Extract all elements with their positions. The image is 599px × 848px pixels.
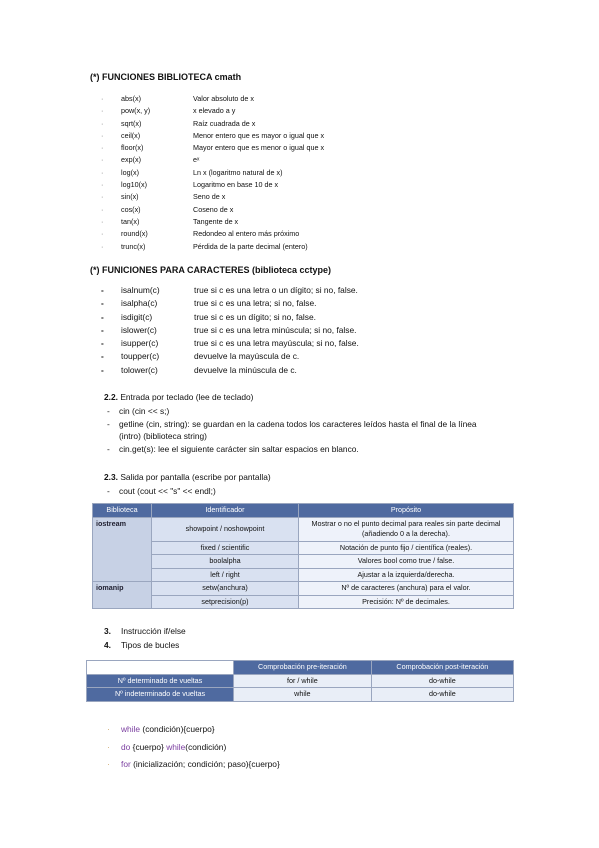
table-row — [93, 541, 514, 555]
function-description: true si c es una letra minúscula; si no, false. — [194, 324, 357, 335]
function-name: tan(x) — [121, 216, 140, 226]
function-description: devuelve la minúscula de c. — [194, 364, 297, 375]
table-cell: iomanip — [93, 582, 152, 609]
function-description: Raíz cuadrada de x — [193, 118, 256, 128]
list-item — [101, 179, 324, 191]
function-description: x elevado a y — [193, 106, 236, 116]
function-name: isdigit(c) — [121, 311, 153, 322]
bullet: · — [101, 130, 104, 140]
list-item — [101, 204, 324, 216]
list-item: - cin.get(s): lee el siguiente carácter sin saltar espacios en blanco. — [107, 443, 359, 454]
function-name: log10(x) — [121, 180, 147, 190]
list-item — [101, 228, 324, 240]
cmath-heading: (*) FUNCIONES BIBLIOTECA cmath — [90, 72, 242, 82]
function-description: Redondeo al entero más próximo — [193, 229, 300, 239]
function-description: Coseno de x — [193, 204, 234, 214]
list-item-continuation: (intro) (biblioteca string) — [119, 431, 207, 442]
function-description: Mayor entero que es menor o igual que x — [193, 143, 325, 153]
function-name: toupper(c) — [121, 351, 160, 362]
list-item — [101, 191, 324, 203]
function-name: ceil(x) — [121, 130, 141, 140]
section-3-heading: 3. Instrucción if/else — [104, 626, 186, 636]
function-name: isalnum(c) — [121, 285, 160, 295]
bullet: - — [101, 338, 104, 349]
list-item: · for (inicialización; condición; paso){cuerpo} — [107, 759, 280, 769]
function-description: eˣ — [193, 155, 200, 165]
bullet: - — [101, 324, 104, 335]
table-header-empty — [87, 661, 234, 675]
bullet: · — [101, 143, 104, 153]
table-row — [93, 595, 514, 609]
list-item — [101, 324, 359, 337]
function-description: true si c es un dígito; si no, false. — [194, 311, 316, 322]
table-row — [87, 688, 514, 702]
function-name: exp(x) — [121, 155, 141, 165]
bullet: · — [101, 204, 104, 214]
bullet: · — [101, 192, 104, 202]
list-item — [101, 350, 359, 363]
section-4-heading: 4. Tipos de bucles — [104, 640, 180, 650]
function-description: Valor absoluto de x — [193, 94, 254, 103]
table-cell: Nº de caracteres (anchura) para el valor. — [299, 582, 514, 596]
list-item: - cout (cout << "s" << endl;) — [107, 486, 216, 496]
list-item — [101, 105, 324, 117]
table-header: Comprobación pre-iteración — [234, 661, 372, 675]
function-name: sqrt(x) — [121, 118, 142, 128]
cmath-function-list — [101, 93, 324, 253]
function-description: devuelve la mayúscula de c. — [194, 351, 300, 362]
cctype-heading: (*) FUNICIONES PARA CARACTERES (biblioteca cctype) — [90, 265, 332, 275]
function-description: true si c es una letra; si no, false. — [194, 298, 317, 309]
table-row — [93, 555, 514, 569]
function-name: cos(x) — [121, 204, 141, 214]
bullet: · — [101, 229, 104, 239]
table-header: Identificador — [152, 504, 299, 518]
table-cell: fixed / scientific — [152, 541, 299, 555]
bullet: - — [101, 311, 104, 322]
loop-syntax-list — [107, 721, 280, 774]
table-cell: Nº determinado de vueltas — [87, 674, 234, 688]
list-item — [101, 93, 324, 105]
table-cell: setprecision(p) — [152, 595, 299, 609]
bullet: - — [101, 364, 104, 375]
list-item — [101, 130, 324, 142]
salida-heading — [104, 472, 271, 482]
list-item — [101, 142, 324, 154]
bullet: · — [101, 94, 104, 103]
bullet: · — [101, 155, 104, 165]
bullet: - — [101, 351, 104, 362]
function-name: floor(x) — [121, 143, 144, 153]
loop-types-table — [86, 660, 514, 702]
list-item — [101, 297, 359, 310]
bullet: - — [101, 285, 104, 295]
salida-list — [107, 485, 216, 498]
list-item: · while (condición){cuerpo} — [107, 724, 215, 734]
list-item — [101, 337, 359, 350]
list-item: · do {cuerpo} while(condición) — [107, 741, 227, 752]
table-cell: Notación de punto fijo / científica (reales). — [299, 541, 514, 555]
function-name: isalpha(c) — [121, 298, 158, 309]
list-item — [101, 284, 359, 297]
table-cell: Precisión: Nº de decimales. — [299, 595, 514, 609]
function-name: tolower(c) — [121, 364, 158, 375]
list-item: - cin (cin << s;) — [107, 406, 170, 416]
bullet: · — [101, 241, 104, 251]
table-cell: do-while — [371, 674, 513, 688]
entrada-title: Entrada por teclado (lee de teclado) — [120, 392, 254, 402]
function-name: islower(c) — [121, 324, 157, 335]
bullet: · — [101, 118, 104, 128]
keyword: do — [121, 741, 131, 752]
list-item — [101, 241, 324, 253]
cctype-function-list — [101, 284, 359, 377]
function-description: Seno de x — [193, 192, 226, 202]
entrada-number: 2.2. — [104, 392, 118, 402]
function-description: Menor entero que es mayor o igual que x — [193, 130, 325, 140]
function-description: Tangente de x — [193, 216, 239, 226]
list-item — [101, 311, 359, 324]
table-cell: left / right — [152, 568, 299, 582]
entrada-list — [107, 405, 477, 455]
list-item — [101, 118, 324, 130]
table-header: Biblioteca — [93, 504, 152, 518]
table-cell: while — [234, 688, 372, 702]
function-name: log(x) — [121, 167, 139, 177]
entrada-heading — [104, 392, 253, 402]
bullet: · — [101, 106, 104, 116]
function-description: Ln x (logaritmo natural de x) — [193, 167, 283, 177]
table-cell: Valores bool como true / false. — [299, 555, 514, 569]
table-row — [93, 568, 514, 582]
table-row — [93, 582, 514, 596]
function-description: Logaritmo en base 10 de x — [193, 180, 279, 190]
function-name: trunc(x) — [121, 241, 146, 251]
function-description: true si c es una letra mayúscula; si no, false. — [194, 338, 359, 349]
salida-title: Salida por pantalla (escribe por pantalla) — [120, 472, 271, 482]
keyword: for — [121, 759, 131, 769]
list-item — [101, 216, 324, 228]
table-header-row — [87, 661, 514, 675]
table-cell: setw(anchura) — [152, 582, 299, 596]
function-name: round(x) — [121, 229, 148, 239]
salida-number: 2.3. — [104, 472, 118, 482]
keyword: while — [166, 741, 186, 752]
function-name: abs(x) — [121, 94, 141, 103]
table-cell: do-while — [371, 688, 513, 702]
table-cell: showpoint / noshowpoint — [152, 517, 299, 541]
table-cell: iostream — [93, 517, 152, 582]
function-name: isupper(c) — [121, 338, 159, 349]
table-cell: boolalpha — [152, 555, 299, 569]
list-item — [101, 167, 324, 179]
list-item — [101, 364, 359, 377]
table-cell: Ajustar a la izquierda/derecha. — [299, 568, 514, 582]
table-row — [87, 674, 514, 688]
function-description: Pérdida de la parte decimal (entero) — [193, 241, 308, 251]
function-name: sin(x) — [121, 192, 139, 202]
table-cell: for / while — [234, 674, 372, 688]
list-item — [101, 154, 324, 166]
bullet: - — [101, 298, 104, 309]
function-name: pow(x, y) — [121, 106, 151, 116]
list-item: - getline (cin, string): se guardan en la cadena todos los caracteres leídos hasta el final de la línea — [107, 418, 477, 429]
table-header: Propósito — [299, 504, 514, 518]
table-cell: Mostrar o no el punto decimal para reales sin parte decimal (añadiendo 0 a la derecha). — [299, 517, 514, 541]
table-header: Comprobación post-iteración — [371, 661, 513, 675]
function-description: true si c es una letra o un dígito; si no, false. — [194, 285, 358, 295]
table-header-row — [93, 504, 514, 518]
bullet: · — [101, 216, 104, 226]
table-cell: Nº indeterminado de vueltas — [87, 688, 234, 702]
keyword: while — [121, 724, 141, 734]
table-row — [93, 517, 514, 541]
bullet: · — [101, 167, 104, 177]
bullet: · — [101, 180, 104, 190]
stream-manipulators-table — [92, 503, 514, 609]
